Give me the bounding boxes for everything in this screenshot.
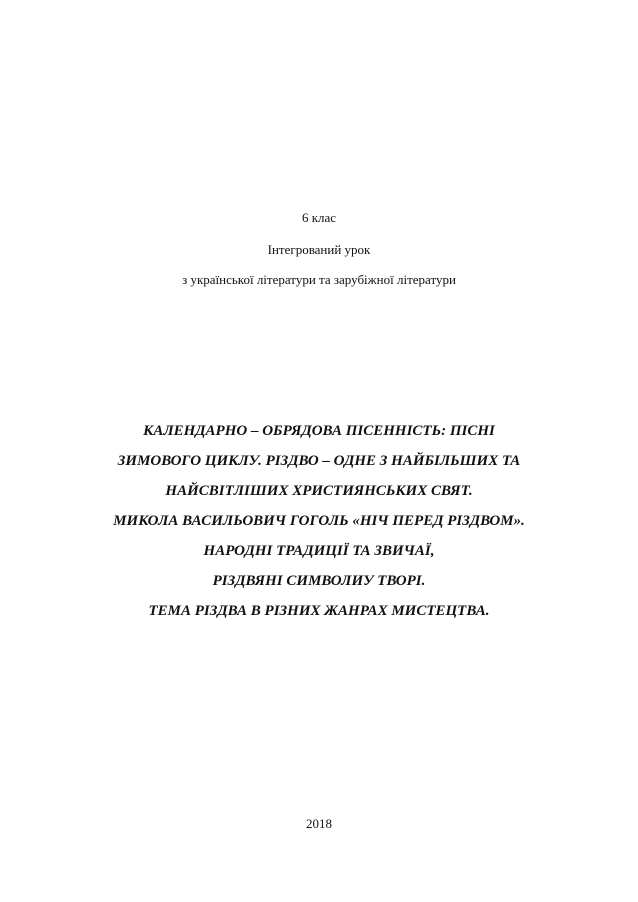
lesson-type-label: Інтегрований урок (267, 242, 371, 257)
title-line: НАЙСВІТЛІШИХ ХРИСТИЯНСЬКИХ СВЯТ. (165, 483, 473, 499)
subjects-label: з української літератури та зарубіжної літератури (182, 272, 456, 287)
title-line: КАЛЕНДАРНО – ОБРЯДОВА ПІСЕННІСТЬ: ПІСНІ (143, 423, 495, 439)
year-label: 2018 (306, 816, 332, 831)
title-line: ЗИМОВОГО ЦИКЛУ. РІЗДВО – ОДНЕ З НАЙБІЛЬШИХ ТА (117, 453, 521, 469)
title-line: НАРОДНІ ТРАДИЦІЇ ТА ЗВИЧАЇ, (203, 543, 435, 559)
grade-label: 6 клас (301, 210, 337, 225)
title-line: МИКОЛА ВАСИЛЬОВИЧ ГОГОЛЬ «НІЧ ПЕРЕД РІЗДВОМ». (113, 513, 525, 529)
title-line: РІЗДВЯНІ СИМВОЛИУ ТВОРІ. (212, 573, 426, 589)
lesson-title (0, 416, 638, 626)
title-line: ТЕМА РІЗДВА В РІЗНИХ ЖАНРАХ МИСТЕЦТВА. (148, 603, 490, 619)
